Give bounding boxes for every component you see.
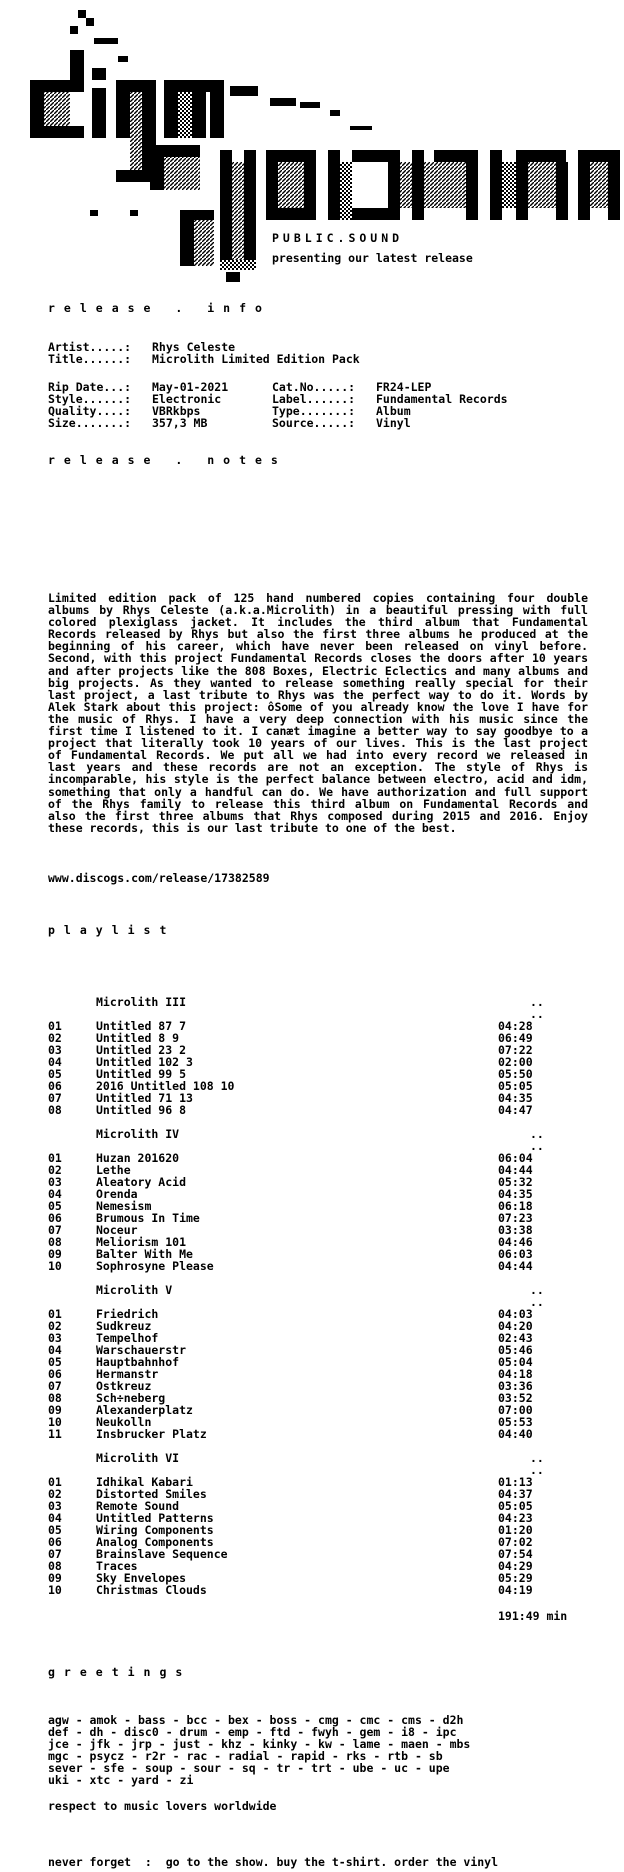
track-time: 04:18 <box>498 1367 533 1381</box>
type-value: Album <box>376 404 411 418</box>
track-number: 01 <box>48 1307 62 1321</box>
track-time: 04:40 <box>498 1427 533 1441</box>
track-number: 02 <box>48 1163 62 1177</box>
separator-dots: .. <box>530 1139 544 1153</box>
release-notes-text: Limited edition pack of 125 hand numbered copies containing four double albums by Rhys Celeste (a.k.a.Microlith) in a beautiful pressing with full colored plexiglass jacket. It includes the third album that Fundamental Records released by Rhys but also the first three albums he produced at the beginning of his career, which have never been released on vinyl before. Second, with this project Fundamental Records closes the doors after 10 years and after projects like the 808 Boxes, Electric Eclectics and many albums and big projects. As they wanted to release something really special for their last project, a last tribute to Rhys was the perfect way to do it. Words by Alek Stark about this project: ôSome of you already know the love I have for the music of Rhys. I have a very deep connection with his music since the first time I listened to it. I canæt imagine a better way to say goodbye to a project that literally took 10 years of our lives. This is the last project of Fundamental Records. We put all we had into every record we released in last years and these records are not an exception. The style of Rhys is incomparable, his style is the perfect balance between electro, acid and idm, something that only a handful can do. We have authorization and full support of the Rhys family to release this third album on Fundamental Records and also the first three albums that Rhys composed during 2015 and 2016. Enjoy these records, this is our last tribute to one of the best. <box>48 591 588 835</box>
style-value: Electronic <box>152 392 222 406</box>
track-time: 05:50 <box>498 1067 533 1081</box>
track-time: 04:46 <box>498 1235 533 1249</box>
cat-value: FR24-LEP <box>376 380 432 394</box>
track-number: 07 <box>48 1091 62 1105</box>
track-time: 04:03 <box>498 1307 533 1321</box>
track-title: Wiring Components <box>96 1523 214 1537</box>
info-row-size <box>48 416 608 428</box>
track-title: Untitled 23 2 <box>96 1043 187 1057</box>
track-time: 07:22 <box>498 1043 533 1057</box>
track-number: 11 <box>48 1427 62 1441</box>
track-number: 10 <box>48 1583 62 1597</box>
track-title: Untitled 99 5 <box>96 1067 187 1081</box>
track-number: 08 <box>48 1235 62 1249</box>
discogs-link[interactable]: www.discogs.com/release/17382589 <box>48 871 270 885</box>
track-title: Lethe <box>96 1163 131 1177</box>
quality-label: Quality....: <box>48 404 132 418</box>
track-time: 02:43 <box>498 1331 533 1345</box>
track-title: Brainslave Sequence <box>96 1547 228 1561</box>
artist-value: Rhys Celeste <box>152 340 236 354</box>
track-number: 02 <box>48 1031 62 1045</box>
greetings-line: jce - jfk - jrp - just - khz - kinky - kw - lame - maen - mbs <box>48 1737 471 1751</box>
tagline: PUBLIC.SOUND <box>272 231 404 245</box>
track-time: 01:20 <box>498 1523 533 1537</box>
track-number: 06 <box>48 1079 62 1093</box>
section-heading-greetings: greetings <box>48 1665 192 1679</box>
separator-dots: .. <box>530 1283 544 1297</box>
disc-title: Microlith V <box>96 1283 173 1297</box>
info-row-title <box>48 352 608 364</box>
separator-dots: .. <box>530 995 544 1009</box>
title-value: Microlith Limited Edition Pack <box>152 352 360 366</box>
track-title: Hauptbahnhof <box>96 1355 180 1369</box>
track-number: 01 <box>48 1151 62 1165</box>
track-time: 06:03 <box>498 1247 533 1261</box>
section-heading-info: release . info <box>48 301 271 315</box>
track-time: 06:49 <box>498 1031 533 1045</box>
track-title: Noceur <box>96 1223 138 1237</box>
track-time: 03:52 <box>498 1391 533 1405</box>
footer-line: never forget : go to the show. buy the t-shirt. order the vinyl <box>48 1855 499 1869</box>
track-number: 02 <box>48 1319 62 1333</box>
label-value: Fundamental Records <box>376 392 508 406</box>
disc-title: Microlith III <box>96 995 187 1009</box>
track-time: 04:37 <box>498 1487 533 1501</box>
track-time: 05:53 <box>498 1415 533 1429</box>
respect-line: respect to music lovers worldwide <box>48 1799 277 1813</box>
greetings-line: mgc - psycz - r2r - rac - radial - rapid - rks - rtb - sb <box>48 1749 443 1763</box>
quality-value: VBRkbps <box>152 404 201 418</box>
track-title: Ostkreuz <box>96 1379 152 1393</box>
track-time: 07:00 <box>498 1403 533 1417</box>
track-title: Idhikal Kabari <box>96 1475 193 1489</box>
track-title: Neukolln <box>96 1415 152 1429</box>
track-time: 06:18 <box>498 1199 533 1213</box>
greetings-line: uki - xtc - yard - zi <box>48 1773 194 1787</box>
info-row-artist <box>48 340 608 352</box>
track-number: 05 <box>48 1523 62 1537</box>
track-number: 07 <box>48 1547 62 1561</box>
track-number: 10 <box>48 1415 62 1429</box>
disc-title: Microlith IV <box>96 1127 180 1141</box>
track-number: 07 <box>48 1379 62 1393</box>
artist-label: Artist.....: <box>48 340 132 354</box>
track-title: Tempelhof <box>96 1331 159 1345</box>
track-title: Friedrich <box>96 1307 159 1321</box>
separator-dots: .. <box>530 1007 544 1021</box>
track-number: 05 <box>48 1199 62 1213</box>
track-title: 2016 Untitled 108 10 <box>96 1079 235 1093</box>
track-number: 04 <box>48 1343 62 1357</box>
track-time: 04:35 <box>498 1187 533 1201</box>
track-title: Untitled 8 9 <box>96 1031 180 1045</box>
track-time: 05:04 <box>498 1355 533 1369</box>
track-number: 03 <box>48 1043 62 1057</box>
track-number: 04 <box>48 1187 62 1201</box>
greetings-line: def - dh - disc0 - drum - emp - ftd - fwyh - gem - i8 - ipc <box>48 1725 457 1739</box>
track-number: 05 <box>48 1067 62 1081</box>
section-heading-playlist: playlist <box>48 923 176 937</box>
track-time: 07:23 <box>498 1211 533 1225</box>
track-time: 04:29 <box>498 1559 533 1573</box>
separator-dots: .. <box>530 1463 544 1477</box>
track-title: Remote Sound <box>96 1499 180 1513</box>
track-title: Insbrucker Platz <box>96 1427 207 1441</box>
track-title: Untitled 87 7 <box>96 1019 187 1033</box>
size-value: 357,3 MB <box>152 416 208 430</box>
track-title: Meliorism 101 <box>96 1235 187 1249</box>
track-number: 06 <box>48 1535 62 1549</box>
track-time: 04:28 <box>498 1019 533 1033</box>
track-time: 05:05 <box>498 1499 533 1513</box>
track-number: 08 <box>48 1103 62 1117</box>
track-number: 03 <box>48 1499 62 1513</box>
greetings-line: sever - sfe - soup - sour - sq - tr - trt - ube - uc - upe <box>48 1761 450 1775</box>
track-title: Sky Envelopes <box>96 1571 187 1585</box>
size-label: Size.......: <box>48 416 132 430</box>
track-number: 03 <box>48 1331 62 1345</box>
track-time: 06:04 <box>498 1151 533 1165</box>
track-time: 07:54 <box>498 1547 533 1561</box>
track-title: Warschauerstr <box>96 1343 187 1357</box>
track-number: 04 <box>48 1511 62 1525</box>
track-number: 09 <box>48 1247 62 1261</box>
track-title: Nemesism <box>96 1199 152 1213</box>
cat-label: Cat.No.....: <box>272 380 356 394</box>
track-number: 01 <box>48 1019 62 1033</box>
track-title: Sophrosyne Please <box>96 1259 214 1273</box>
track-number: 09 <box>48 1571 62 1585</box>
track-time: 01:13 <box>498 1475 533 1489</box>
track-title: Christmas Clouds <box>96 1583 207 1597</box>
track-time: 07:02 <box>498 1535 533 1549</box>
greetings-line: agw - amok - bass - bcc - bex - boss - cmg - cmc - cms - d2h <box>48 1713 464 1727</box>
track-time: 04:20 <box>498 1319 533 1333</box>
source-label: Source.....: <box>272 416 356 430</box>
track-time: 05:05 <box>498 1079 533 1093</box>
track-title: Analog Components <box>96 1535 214 1549</box>
style-label: Style......: <box>48 392 132 406</box>
track-number: 01 <box>48 1475 62 1489</box>
track-title: Sch÷neberg <box>96 1391 166 1405</box>
track-title: Orenda <box>96 1187 138 1201</box>
track-title: Untitled Patterns <box>96 1511 214 1525</box>
track-title: Huzan 201620 <box>96 1151 180 1165</box>
track-title: Balter With Me <box>96 1247 193 1261</box>
separator-dots: .. <box>530 1451 544 1465</box>
track-time: 03:36 <box>498 1379 533 1393</box>
track-number: 02 <box>48 1487 62 1501</box>
track-title: Untitled 102 3 <box>96 1055 193 1069</box>
track-time: 04:47 <box>498 1103 533 1117</box>
section-heading-notes: release . notes <box>48 453 287 467</box>
track-title: Untitled 71 13 <box>96 1091 193 1105</box>
source-value: Vinyl <box>376 416 411 430</box>
rip-value: May-01-2021 <box>152 380 229 394</box>
disc-title: Microlith VI <box>96 1451 180 1465</box>
rip-label: Rip Date...: <box>48 380 132 394</box>
track-time: 05:32 <box>498 1175 533 1189</box>
track-number: 08 <box>48 1559 62 1573</box>
track-time: 02:00 <box>498 1055 533 1069</box>
label-label: Label......: <box>272 392 356 406</box>
track-time: 04:44 <box>498 1163 533 1177</box>
info-row-quality <box>48 404 608 416</box>
track-number: 07 <box>48 1223 62 1237</box>
track-number: 03 <box>48 1175 62 1189</box>
info-row-style <box>48 392 608 404</box>
info-row-rip <box>48 380 608 392</box>
track-title: Hermanstr <box>96 1367 159 1381</box>
ascii-logo <box>30 10 620 320</box>
track-title: Sudkreuz <box>96 1319 152 1333</box>
track-title: Untitled 96 8 <box>96 1103 187 1117</box>
track-number: 06 <box>48 1367 62 1381</box>
track-title: Brumous In Time <box>96 1211 200 1225</box>
track-time: 05:29 <box>498 1571 533 1585</box>
track-number: 08 <box>48 1391 62 1405</box>
track-title: Distorted Smiles <box>96 1487 207 1501</box>
track-number: 05 <box>48 1355 62 1369</box>
playlist-total: 191:49 min <box>498 1609 568 1623</box>
subtitle: presenting our latest release <box>272 251 473 265</box>
track-number: 09 <box>48 1403 62 1417</box>
track-number: 04 <box>48 1055 62 1069</box>
track-time: 04:44 <box>498 1259 533 1273</box>
track-time: 03:38 <box>498 1223 533 1237</box>
track-title: Alexanderplatz <box>96 1403 193 1417</box>
track-time: 04:19 <box>498 1583 533 1597</box>
separator-dots: .. <box>530 1295 544 1309</box>
track-time: 05:46 <box>498 1343 533 1357</box>
track-number: 10 <box>48 1259 62 1273</box>
title-label: Title......: <box>48 352 132 366</box>
separator-dots: .. <box>530 1127 544 1141</box>
track-time: 04:35 <box>498 1091 533 1105</box>
track-time: 04:23 <box>498 1511 533 1525</box>
type-label: Type.......: <box>272 404 356 418</box>
track-number: 06 <box>48 1211 62 1225</box>
track-title: Traces <box>96 1559 138 1573</box>
track-title: Aleatory Acid <box>96 1175 187 1189</box>
